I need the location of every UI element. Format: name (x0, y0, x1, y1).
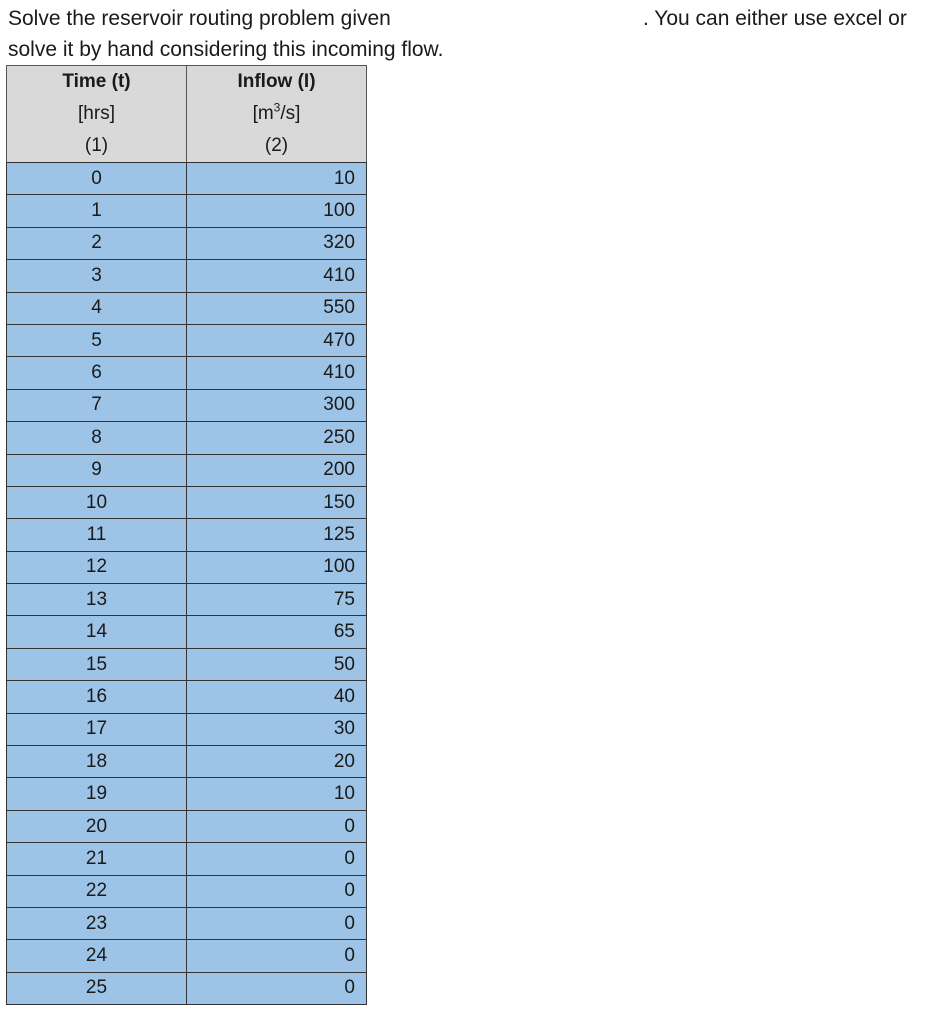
inflow-cell: 65 (187, 616, 367, 648)
inflow-cell: 150 (187, 486, 367, 518)
table-row (7, 584, 367, 616)
time-column-number: (1) (7, 130, 187, 163)
time-cell: 8 (7, 422, 187, 454)
inflow-cell: 125 (187, 519, 367, 551)
time-cell: 11 (7, 519, 187, 551)
inflow-unit-superscript: 3 (273, 100, 281, 115)
time-cell: 20 (7, 810, 187, 842)
time-cell: 19 (7, 778, 187, 810)
inflow-cell: 410 (187, 357, 367, 389)
inflow-cell: 0 (187, 972, 367, 1004)
table-row (7, 810, 367, 842)
time-cell: 12 (7, 551, 187, 583)
table-row (7, 357, 367, 389)
table-row (7, 389, 367, 421)
time-cell: 10 (7, 486, 187, 518)
time-cell: 14 (7, 616, 187, 648)
inflow-cell: 550 (187, 292, 367, 324)
time-cell: 16 (7, 681, 187, 713)
problem-text-line-1-continued: . You can either use excel or (643, 7, 907, 30)
table-row (7, 875, 367, 907)
table-row (7, 324, 367, 356)
inflow-cell: 470 (187, 324, 367, 356)
table-row (7, 907, 367, 939)
inflow-column-number: (2) (187, 130, 367, 163)
time-cell: 6 (7, 357, 187, 389)
inflow-cell: 75 (187, 584, 367, 616)
inflow-table-body (7, 163, 367, 1005)
inflow-cell: 300 (187, 389, 367, 421)
table-row (7, 551, 367, 583)
inflow-cell: 10 (187, 778, 367, 810)
time-cell: 2 (7, 227, 187, 259)
time-cell: 21 (7, 843, 187, 875)
table-row (7, 616, 367, 648)
inflow-column-unit (187, 98, 367, 130)
table-row (7, 292, 367, 324)
time-cell: 9 (7, 454, 187, 486)
inflow-unit-suffix: /s] (280, 103, 301, 124)
inflow-cell: 410 (187, 260, 367, 292)
time-cell: 1 (7, 195, 187, 227)
time-cell: 0 (7, 163, 187, 195)
table-row (7, 519, 367, 551)
problem-text-line-1: Solve the reservoir routing problem given (8, 7, 391, 30)
time-column-unit: [hrs] (7, 98, 187, 130)
inflow-table (6, 65, 367, 1005)
time-cell: 25 (7, 972, 187, 1004)
problem-text-line-2: solve it by hand considering this incoming flow. (8, 38, 444, 61)
table-row (7, 713, 367, 745)
table-row (7, 843, 367, 875)
table-row (7, 972, 367, 1004)
table-row (7, 778, 367, 810)
table-row (7, 227, 367, 259)
time-column-title: Time (t) (7, 66, 187, 99)
inflow-cell: 50 (187, 648, 367, 680)
table-row (7, 163, 367, 195)
time-cell: 7 (7, 389, 187, 421)
inflow-cell: 20 (187, 746, 367, 778)
table-row (7, 422, 367, 454)
inflow-cell: 0 (187, 907, 367, 939)
inflow-unit-prefix: [m (252, 103, 274, 124)
inflow-cell: 100 (187, 551, 367, 583)
time-cell: 23 (7, 907, 187, 939)
inflow-cell: 30 (187, 713, 367, 745)
inflow-cell: 0 (187, 843, 367, 875)
table-row (7, 681, 367, 713)
table-row (7, 648, 367, 680)
inflow-cell: 0 (187, 940, 367, 972)
table-row (7, 486, 367, 518)
inflow-cell: 100 (187, 195, 367, 227)
time-cell: 15 (7, 648, 187, 680)
inflow-cell: 200 (187, 454, 367, 486)
time-cell: 4 (7, 292, 187, 324)
inflow-cell: 40 (187, 681, 367, 713)
inflow-table-header (7, 66, 367, 163)
time-cell: 17 (7, 713, 187, 745)
table-row (7, 195, 367, 227)
inflow-column-title: Inflow (I) (187, 66, 367, 99)
table-row (7, 746, 367, 778)
table-row (7, 454, 367, 486)
inflow-cell: 10 (187, 163, 367, 195)
inflow-cell: 250 (187, 422, 367, 454)
table-row (7, 260, 367, 292)
time-cell: 5 (7, 324, 187, 356)
time-cell: 3 (7, 260, 187, 292)
time-cell: 13 (7, 584, 187, 616)
table-row (7, 940, 367, 972)
inflow-cell: 0 (187, 875, 367, 907)
inflow-cell: 320 (187, 227, 367, 259)
time-cell: 24 (7, 940, 187, 972)
inflow-cell: 0 (187, 810, 367, 842)
time-cell: 18 (7, 746, 187, 778)
time-cell: 22 (7, 875, 187, 907)
